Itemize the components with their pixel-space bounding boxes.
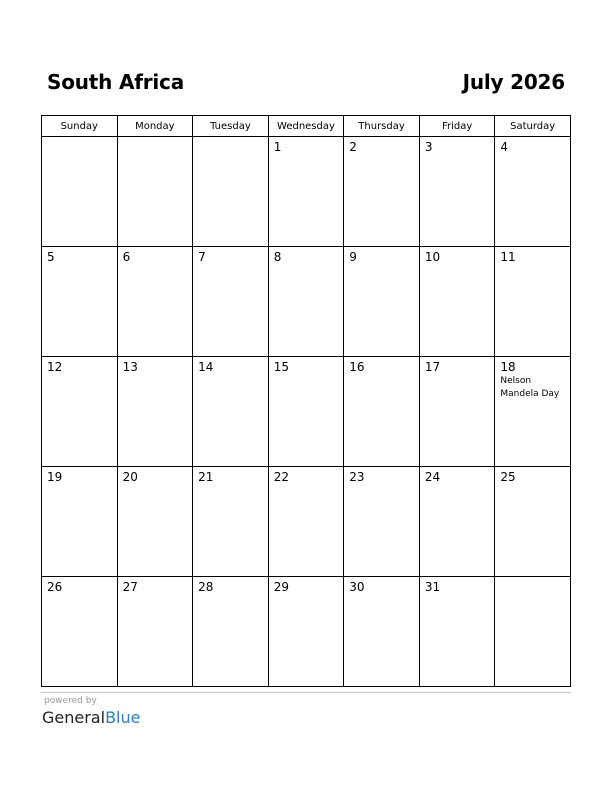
day-cell: [419, 467, 495, 577]
day-number: 10: [424, 250, 441, 264]
day-cell: [419, 137, 495, 247]
day-cell: [193, 137, 269, 247]
day-number: 12: [47, 360, 63, 374]
weekday-header: Saturday: [495, 116, 571, 137]
day-cell: [193, 467, 269, 577]
day-number: 9: [349, 250, 357, 264]
day-number: 22: [273, 470, 289, 484]
day-cell: [117, 467, 193, 577]
day-cell: [344, 467, 420, 577]
day-number: 16: [349, 360, 365, 374]
day-cell: [193, 247, 269, 357]
day-number: 11: [500, 250, 516, 264]
day-number: 15: [273, 360, 289, 374]
day-number: 17: [424, 360, 441, 374]
day-cell: [495, 247, 571, 357]
day-number: 8: [273, 250, 282, 264]
country-title: South Africa: [47, 70, 184, 94]
day-cell: [344, 577, 420, 687]
day-number: 13: [122, 360, 138, 374]
day-number: 27: [122, 580, 138, 594]
day-cell: [268, 357, 344, 467]
day-cell: [42, 137, 118, 247]
week-row: [42, 577, 571, 687]
day-number: 21: [198, 470, 214, 484]
day-number: 19: [47, 470, 63, 484]
day-cell: [117, 577, 193, 687]
week-row: [42, 467, 571, 577]
day-number: 23: [349, 470, 365, 484]
day-cell: [419, 577, 495, 687]
day-number: 20: [122, 470, 138, 484]
day-number: 26: [47, 580, 63, 594]
day-cell: [419, 247, 495, 357]
day-number: 30: [349, 580, 365, 594]
day-cell: [117, 247, 193, 357]
day-cell: [268, 467, 344, 577]
day-number: 1: [273, 140, 282, 154]
day-cell: [495, 467, 571, 577]
day-cell: [117, 137, 193, 247]
weekday-header: Wednesday: [268, 116, 344, 137]
day-number: 31: [424, 580, 441, 594]
day-number: 28: [198, 580, 214, 594]
day-number: 5: [47, 250, 55, 264]
weekday-header: Friday: [419, 116, 495, 137]
day-number: 4: [500, 140, 509, 154]
day-cell: [268, 247, 344, 357]
day-number: 2: [349, 140, 357, 154]
day-number: 7: [198, 250, 206, 264]
week-row: [42, 247, 571, 357]
week-row: [42, 357, 571, 467]
weekday-header-row: [42, 116, 571, 137]
day-cell: [193, 577, 269, 687]
day-cell: [495, 357, 571, 467]
weekday-header: Monday: [117, 116, 193, 137]
day-number: 24: [424, 470, 441, 484]
day-cell: [268, 577, 344, 687]
day-number: 6: [122, 250, 131, 264]
day-cell: [344, 357, 420, 467]
day-cell: [268, 137, 344, 247]
powered-by-label: powered by: [44, 696, 97, 706]
week-row: [42, 137, 571, 247]
weekday-header: Sunday: [42, 116, 118, 137]
day-cell: [495, 137, 571, 247]
day-cell: [419, 357, 495, 467]
day-cell: [495, 577, 571, 687]
day-number: 29: [273, 580, 289, 594]
day-cell: [193, 357, 269, 467]
holiday-label: Nelson Mandela Day: [500, 376, 560, 399]
day-number: 14: [198, 360, 214, 374]
month-year-title: July 2026: [462, 70, 565, 94]
day-number: 18: [500, 360, 516, 374]
day-cell: [42, 577, 118, 687]
day-cell: [344, 247, 420, 357]
day-cell: [42, 467, 118, 577]
calendar-grid: [41, 115, 571, 687]
weekday-header: Thursday: [344, 116, 420, 137]
logo-text-blue: Blue: [105, 708, 141, 727]
day-cell: [42, 247, 118, 357]
day-number: 3: [424, 140, 433, 154]
day-cell: [42, 357, 118, 467]
footer-divider: [41, 692, 571, 693]
generalblue-logo: [42, 708, 140, 727]
day-cell: [117, 357, 193, 467]
day-number: 25: [500, 470, 516, 484]
logo-text-general: General: [42, 708, 106, 727]
day-cell: [344, 137, 420, 247]
weekday-header: Tuesday: [193, 116, 269, 137]
